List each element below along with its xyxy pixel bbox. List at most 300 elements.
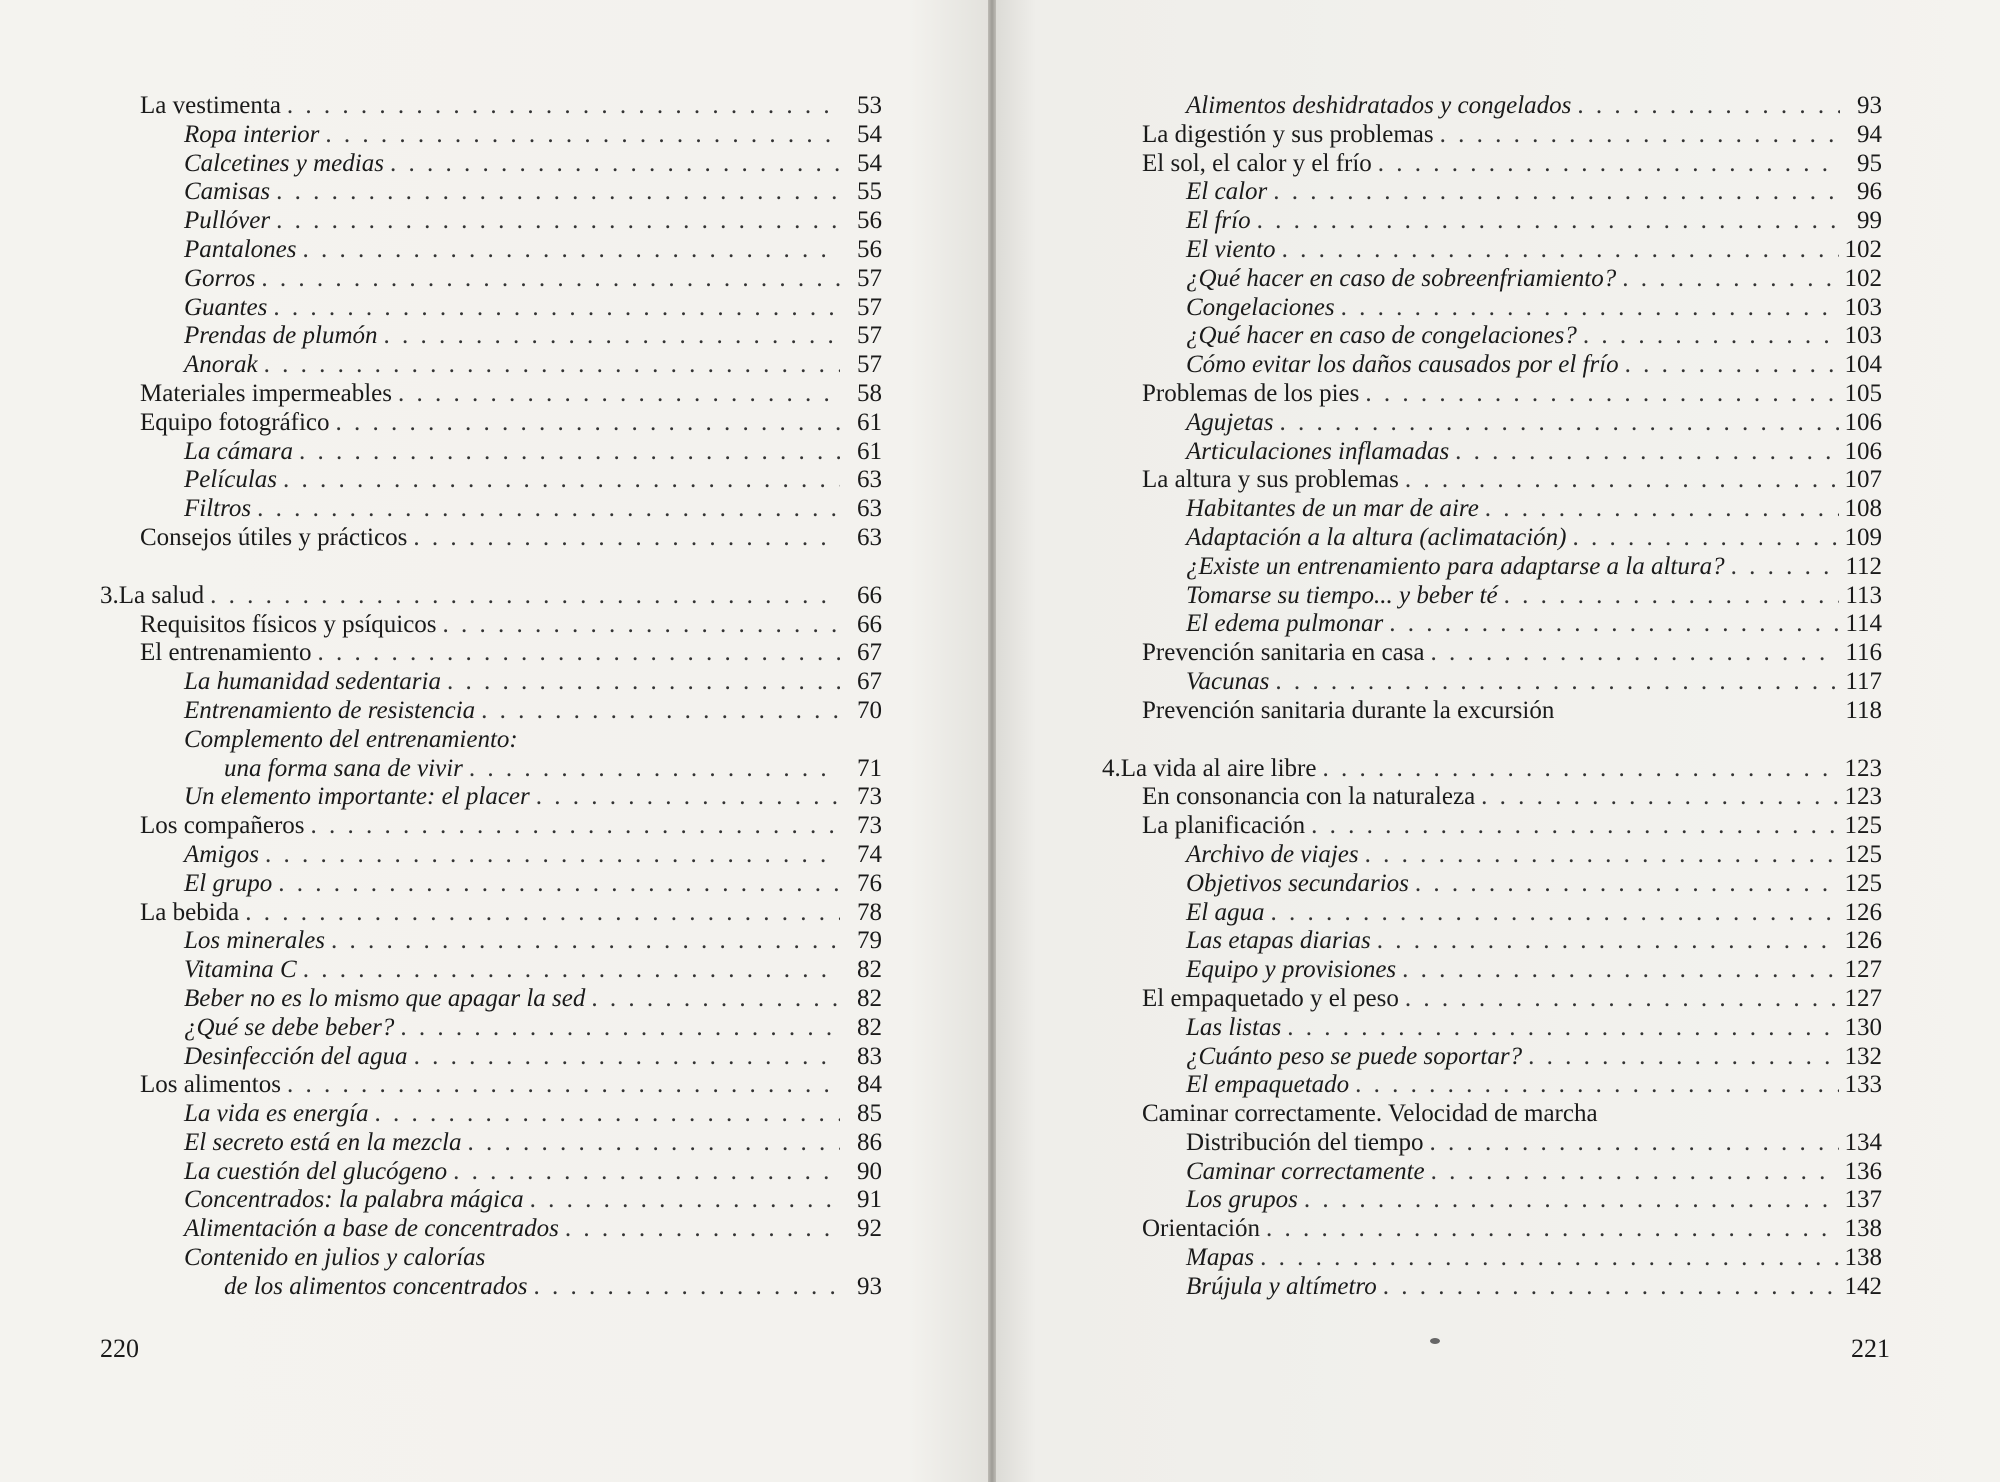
toc-entry-page: 106	[1844, 408, 1882, 436]
toc-entry	[140, 870, 882, 899]
toc-entry-title: Equipo fotográfico	[140, 408, 330, 436]
toc-entry-page: 56	[857, 207, 882, 235]
toc-entry-page: 90	[857, 1157, 882, 1185]
toc-entry	[140, 150, 882, 179]
toc-entry-page: 114	[1845, 610, 1882, 638]
toc-entry-page: 123	[1844, 754, 1882, 782]
dot-leader	[1405, 985, 1839, 1014]
toc-entry-title: Brújula y altímetro	[1186, 1272, 1377, 1300]
dot-leader	[384, 322, 841, 351]
toc-entry-title: Alimentos deshidratados y congelados	[1186, 92, 1572, 119]
dot-leader	[1365, 380, 1838, 409]
toc-entry-page: 82	[857, 984, 882, 1012]
dot-leader	[1622, 265, 1838, 294]
toc-entry	[1142, 1129, 1882, 1158]
toc-entry-page: 117	[1845, 667, 1882, 695]
dot-leader	[591, 985, 840, 1014]
toc-entry	[1142, 956, 1882, 985]
toc-entry-page: 138	[1844, 1244, 1882, 1272]
toc-entry-title: una forma sana de vivir	[224, 754, 463, 782]
dot-leader	[1341, 294, 1839, 323]
toc-entry	[140, 236, 882, 265]
dot-leader	[278, 870, 840, 899]
dot-leader	[287, 92, 840, 121]
toc-entry	[1142, 1071, 1882, 1100]
toc-entry	[140, 956, 882, 985]
dot-leader	[273, 294, 840, 323]
toc-entry-title: En consonancia con la naturaleza	[1142, 783, 1476, 811]
toc-entry-title: Caminar correctamente	[1186, 1157, 1425, 1185]
dot-leader	[317, 639, 840, 668]
toc-entry-title: Agujetas	[1186, 408, 1274, 436]
toc-entry-title: Requisitos físicos y psíquicos	[140, 610, 437, 638]
toc-entry	[140, 611, 882, 640]
toc-entry	[140, 783, 882, 812]
toc-entry	[1142, 783, 1882, 812]
toc-entry	[1142, 841, 1882, 870]
dot-leader	[1429, 1129, 1838, 1158]
toc-entry-page: 73	[857, 783, 882, 811]
toc-entry-page: 142	[1844, 1272, 1882, 1300]
toc-entry-title: Adaptación a la altura (aclimatación)	[1186, 523, 1567, 551]
toc-entry	[140, 524, 882, 553]
toc-entry-title: de los alimentos concentrados	[224, 1272, 528, 1300]
toc-entry-title: ¿Qué se debe beber?	[184, 1013, 395, 1041]
dot-leader	[1573, 524, 1839, 553]
toc-entry-title: Prevención sanitaria durante la excursión	[1142, 696, 1555, 724]
toc-entry-title: Caminar correctamente. Velocidad de marcha	[1142, 1100, 1598, 1128]
dot-leader	[1282, 236, 1839, 265]
toc-entry-page: 95	[1857, 149, 1882, 177]
toc-entry	[140, 92, 882, 121]
toc-list-left	[100, 92, 882, 1302]
chapter-number: 4.	[1102, 754, 1121, 782]
toc-entry	[140, 178, 882, 207]
toc-entry-page: 116	[1845, 639, 1882, 667]
toc-entry-title: Las etapas diarias	[1186, 927, 1371, 955]
toc-entry-page: 102	[1844, 235, 1882, 263]
toc-entry-page: 132	[1844, 1042, 1882, 1070]
toc-entry	[1142, 438, 1882, 467]
chapter-number: 3.	[100, 581, 119, 609]
toc-entry-page: 71	[857, 754, 882, 782]
dot-leader	[276, 178, 840, 207]
toc-entry-page: 127	[1844, 956, 1882, 984]
dot-leader	[1270, 899, 1838, 928]
toc-entry-page: 67	[857, 668, 882, 696]
toc-entry-page: 137	[1844, 1186, 1882, 1214]
toc-entry-title: ¿Existe un entrenamiento para adaptarse a la altura?	[1186, 552, 1725, 580]
toc-entry	[140, 409, 882, 438]
toc-entry-page: 94	[1857, 120, 1882, 148]
toc-entry-title: La digestión y sus problemas	[1142, 120, 1434, 148]
toc-entry-title: Un elemento importante: el placer	[184, 783, 530, 811]
toc-entry-page: 55	[857, 178, 882, 206]
toc-entry	[140, 755, 882, 784]
toc-entry-title: Pullóver	[184, 207, 271, 235]
dot-leader	[467, 1129, 840, 1158]
toc-entry	[1142, 1100, 1882, 1129]
toc-entry-page: 105	[1844, 379, 1882, 407]
dot-leader	[1481, 783, 1838, 812]
toc-entry-page: 78	[857, 898, 882, 926]
dot-leader	[1577, 92, 1840, 121]
toc-entry	[140, 351, 882, 380]
toc-entry-title: Problemas de los pies	[1142, 379, 1360, 407]
toc-entry	[140, 697, 882, 726]
toc-entry-title: ¿Cuánto peso se puede soportar?	[1186, 1042, 1523, 1070]
toc-entry-page: 57	[857, 293, 882, 321]
toc-entry-page: 118	[1845, 696, 1882, 724]
toc-entry-page: 74	[857, 840, 882, 868]
dot-leader	[1405, 466, 1839, 495]
toc-entry-page: 102	[1844, 264, 1882, 292]
toc-entry-page: 108	[1844, 495, 1882, 523]
toc-entry-page: 56	[857, 235, 882, 263]
toc-entry	[1142, 697, 1882, 726]
toc-entry-title: Anorak	[184, 351, 258, 379]
toc-entry-title: Beber no es lo mismo que apagar la sed	[184, 984, 586, 1012]
toc-entry	[1142, 1043, 1882, 1072]
dot-leader	[1528, 1043, 1838, 1072]
toc-entry-title: Habitantes de un mar de aire	[1186, 495, 1479, 523]
toc-entry	[140, 668, 882, 697]
book-gutter	[988, 0, 996, 1482]
toc-entry	[140, 294, 882, 323]
toc-entry	[140, 899, 882, 928]
dot-leader	[276, 207, 840, 236]
toc-entry	[1142, 1014, 1882, 1043]
toc-entry-title: Congelaciones	[1186, 293, 1335, 321]
toc-entry-title: Prevención sanitaria en casa	[1142, 639, 1425, 667]
toc-entry-title: Calcetines y medias	[184, 149, 384, 177]
toc-entry	[140, 495, 882, 524]
toc-entry-title: La humanidad sedentaria	[184, 668, 441, 696]
toc-entry	[140, 466, 882, 495]
dot-leader	[303, 236, 841, 265]
toc-entry-title: Vacunas	[1186, 667, 1270, 695]
dot-leader	[400, 1014, 840, 1043]
toc-entry-title: Los grupos	[1186, 1186, 1298, 1214]
toc-entry-title: El sol, el calor y el frío	[1142, 149, 1372, 177]
toc-entry-page: 96	[1857, 178, 1882, 206]
toc-entry-page: 92	[857, 1215, 882, 1243]
toc-entry	[140, 265, 882, 294]
toc-entry-page: 133	[1844, 1071, 1882, 1099]
dot-leader	[1365, 841, 1839, 870]
page-number-right: 221	[1851, 1334, 1890, 1363]
toc-entry-page: 53	[857, 92, 882, 119]
toc-entry-page: 70	[857, 696, 882, 724]
toc-entry-title: Los alimentos	[140, 1071, 281, 1099]
toc-entry-title: Equipo y provisiones	[1186, 956, 1397, 984]
dot-leader	[1287, 1014, 1838, 1043]
dot-leader	[413, 524, 840, 553]
dot-leader	[303, 956, 840, 985]
toc-entry	[140, 1043, 882, 1072]
toc-entry-page: 93	[1857, 92, 1882, 119]
toc-list-right	[1102, 92, 1882, 1302]
toc-entry	[140, 841, 882, 870]
dot-leader	[264, 351, 840, 380]
dot-leader	[261, 265, 840, 294]
toc-entry-page: 112	[1845, 552, 1882, 580]
toc-entry-title: Orientación	[1142, 1215, 1261, 1243]
dot-leader	[530, 1186, 840, 1215]
toc-entry-title: Camisas	[184, 178, 271, 206]
left-page	[0, 0, 988, 1482]
toc-entry-title: La cámara	[184, 437, 294, 465]
toc-entry-page: 82	[857, 956, 882, 984]
dot-leader	[1304, 1186, 1839, 1215]
toc-entry	[140, 1158, 882, 1187]
toc-entry	[1142, 639, 1882, 668]
toc-entry-page: 127	[1844, 984, 1882, 1012]
toc-entry-page: 66	[857, 610, 882, 638]
toc-entry-page: 103	[1844, 322, 1882, 350]
toc-entry-title: Películas	[184, 466, 278, 494]
toc-entry	[140, 380, 882, 409]
dot-leader	[481, 697, 840, 726]
dot-leader	[325, 121, 840, 150]
dot-leader	[336, 409, 840, 438]
toc-entry	[1142, 1273, 1882, 1302]
toc-entry-title: Contenido en julios y calorías	[184, 1244, 486, 1272]
toc-entry	[1142, 812, 1882, 841]
toc-entry-page: 106	[1844, 437, 1882, 465]
toc-entry-page: 99	[1857, 207, 1882, 235]
toc-entry	[1142, 1244, 1882, 1273]
dot-leader	[1389, 610, 1839, 639]
toc-entry-title: El empaquetado	[1186, 1071, 1350, 1099]
toc-entry-title: La bebida	[140, 898, 240, 926]
dot-leader	[1377, 927, 1839, 956]
toc-entry	[1142, 322, 1882, 351]
toc-entry-page: 109	[1844, 523, 1882, 551]
dot-leader	[1415, 870, 1839, 899]
toc-entry	[1142, 150, 1882, 179]
toc-entry-title: La vestimenta	[140, 92, 281, 119]
dot-leader	[311, 812, 840, 841]
toc-entry	[1142, 121, 1882, 150]
dot-leader	[1280, 409, 1839, 438]
toc-entry	[140, 726, 882, 755]
toc-entry-title: Gorros	[184, 264, 256, 292]
dot-leader	[536, 783, 840, 812]
toc-entry-title: Desinfección del agua	[184, 1042, 408, 1070]
toc-entry-page: 123	[1844, 783, 1882, 811]
toc-entry	[1142, 207, 1882, 236]
toc-entry	[1102, 755, 1882, 784]
toc-entry-title: Objetivos secundarios	[1186, 869, 1409, 897]
toc-entry-page: 61	[857, 437, 882, 465]
toc-entry	[140, 121, 882, 150]
toc-entry	[1142, 265, 1882, 294]
toc-entry	[1142, 610, 1882, 639]
toc-entry	[1142, 927, 1882, 956]
toc-entry-page: 104	[1844, 351, 1882, 379]
toc-entry	[1142, 985, 1882, 1014]
toc-entry-title: La cuestión del glucógeno	[184, 1157, 448, 1185]
dot-leader	[1431, 1158, 1839, 1187]
right-page	[996, 0, 2000, 1482]
toc-entry	[100, 582, 882, 611]
toc-entry	[140, 1273, 882, 1302]
toc-entry-page: 54	[857, 149, 882, 177]
toc-entry	[140, 1129, 882, 1158]
toc-entry	[1142, 582, 1882, 611]
toc-entry-page: 54	[857, 120, 882, 148]
dot-leader	[210, 582, 840, 611]
dot-leader	[414, 1043, 840, 1072]
dot-leader	[447, 668, 840, 697]
dot-leader	[1383, 1273, 1839, 1302]
toc-entry-title: El entrenamiento	[140, 639, 312, 667]
dot-leader	[1378, 150, 1840, 179]
toc-entry-title: El frío	[1186, 207, 1251, 235]
dot-leader	[1275, 668, 1839, 697]
dot-leader	[1266, 1215, 1838, 1244]
toc-entry-page: 63	[857, 495, 882, 523]
toc-entry	[1142, 351, 1882, 380]
dot-leader	[331, 927, 840, 956]
toc-entry-title: La vida al aire libre	[1120, 754, 1317, 782]
dot-leader	[1431, 639, 1840, 668]
toc-entry	[1142, 553, 1882, 582]
toc-entry-title: Entrenamiento de resistencia	[184, 696, 476, 724]
dot-leader	[565, 1215, 840, 1244]
toc-entry-title: Guantes	[184, 293, 268, 321]
toc-entry-title: Distribución del tiempo	[1186, 1128, 1424, 1156]
toc-entry-page: 86	[857, 1128, 882, 1156]
toc-entry-page: 91	[857, 1186, 882, 1214]
dot-leader	[453, 1158, 840, 1187]
toc-entry-page: 93	[857, 1272, 882, 1300]
toc-entry	[1142, 1158, 1882, 1187]
dot-leader	[1455, 438, 1838, 467]
toc-entry-title: Complemento del entrenamiento:	[184, 725, 518, 753]
toc-entry-page: 126	[1844, 898, 1882, 926]
toc-entry	[1142, 524, 1882, 553]
dot-leader	[1504, 582, 1840, 611]
toc-entry-title: La salud	[118, 581, 205, 609]
toc-entry-title: Ropa interior	[184, 120, 320, 148]
toc-entry	[1142, 236, 1882, 265]
ink-speck	[1430, 1338, 1440, 1344]
toc-entry	[1142, 178, 1882, 207]
toc-entry-title: Filtros	[184, 495, 252, 523]
toc-entry-page: 85	[857, 1100, 882, 1128]
dot-leader	[299, 438, 840, 467]
toc-entry-title: Mapas	[1186, 1244, 1255, 1272]
dot-leader	[1485, 495, 1839, 524]
toc-entry-page: 76	[857, 869, 882, 897]
toc-entry-title: Las listas	[1186, 1013, 1282, 1041]
dot-leader	[1322, 755, 1838, 784]
toc-entry-title: ¿Qué hacer en caso de congelaciones?	[1186, 322, 1577, 350]
toc-entry-page: 82	[857, 1013, 882, 1041]
toc-entry-page: 67	[857, 639, 882, 667]
toc-entry-title: Prendas de plumón	[184, 322, 378, 350]
toc-entry-page: 126	[1844, 927, 1882, 955]
toc-entry-page: 107	[1844, 466, 1882, 494]
page-number-left: 220	[100, 1334, 139, 1363]
dot-leader	[469, 755, 840, 784]
toc-entry	[1142, 870, 1882, 899]
toc-entry-page: 73	[857, 812, 882, 840]
toc-entry	[1142, 380, 1882, 409]
toc-entry-page: 79	[857, 927, 882, 955]
toc-entry-page: 125	[1844, 869, 1882, 897]
toc-entry-title: Consejos útiles y prácticos	[140, 523, 408, 551]
dot-leader	[1257, 207, 1840, 236]
toc-entry-title: Alimentación a base de concentrados	[184, 1215, 559, 1243]
toc-entry	[140, 639, 882, 668]
toc-entry-page: 66	[857, 581, 882, 609]
toc-entry	[140, 438, 882, 467]
toc-entry	[1142, 409, 1882, 438]
toc-entry	[140, 1100, 882, 1129]
toc-entry	[1142, 495, 1882, 524]
toc-entry-title: Los minerales	[184, 927, 325, 955]
toc-entry	[1142, 294, 1882, 323]
toc-entry-title: El secreto está en la mezcla	[184, 1128, 462, 1156]
toc-entry-title: Articulaciones inflamadas	[1186, 437, 1450, 465]
toc-entry	[140, 1186, 882, 1215]
toc-entry-title: El grupo	[184, 869, 273, 897]
toc-entry-page: 58	[857, 379, 882, 407]
toc-entry-title: El edema pulmonar	[1186, 610, 1384, 638]
dot-leader	[390, 150, 840, 179]
dot-leader	[1355, 1071, 1838, 1100]
dot-leader	[265, 841, 840, 870]
toc-entry-title: Tomarse su tiempo... y beber té	[1186, 581, 1498, 609]
toc-entry-title: Amigos	[184, 840, 259, 868]
toc-entry-page: 125	[1844, 840, 1882, 868]
toc-entry	[140, 322, 882, 351]
toc-entry-page: 138	[1844, 1215, 1882, 1243]
toc-entry	[140, 1215, 882, 1244]
toc-entry-page: 125	[1844, 812, 1882, 840]
dot-leader	[1260, 1244, 1838, 1273]
dot-leader	[1440, 121, 1840, 150]
dot-leader	[1583, 322, 1839, 351]
toc-entry	[1142, 1215, 1882, 1244]
toc-entry-title: Materiales impermeables	[140, 379, 392, 407]
toc-entry-page: 61	[857, 408, 882, 436]
toc-entry-page: 113	[1845, 581, 1882, 609]
toc-entry-title: El agua	[1186, 898, 1265, 926]
dot-leader	[1625, 351, 1839, 380]
toc-entry-page: 84	[857, 1071, 882, 1099]
toc-entry	[140, 927, 882, 956]
dot-leader	[287, 1071, 840, 1100]
toc-entry-title: La altura y sus problemas	[1142, 466, 1399, 494]
toc-entry-title: La vida es energía	[184, 1100, 369, 1128]
toc-entry-title: Vitamina C	[184, 956, 297, 984]
toc-entry-page: 134	[1844, 1128, 1882, 1156]
toc-entry	[140, 1071, 882, 1100]
toc-entry-title: Concentrados: la palabra mágica	[184, 1186, 524, 1214]
toc-entry	[1142, 899, 1882, 928]
toc-entry-title: Archivo de viajes	[1186, 840, 1359, 868]
toc-entry-page: 63	[857, 466, 882, 494]
toc-entry-title: Pantalones	[184, 235, 297, 263]
toc-entry	[140, 1244, 882, 1273]
toc-entry	[1142, 1186, 1882, 1215]
toc-entry	[140, 207, 882, 236]
toc-entry	[1142, 668, 1882, 697]
